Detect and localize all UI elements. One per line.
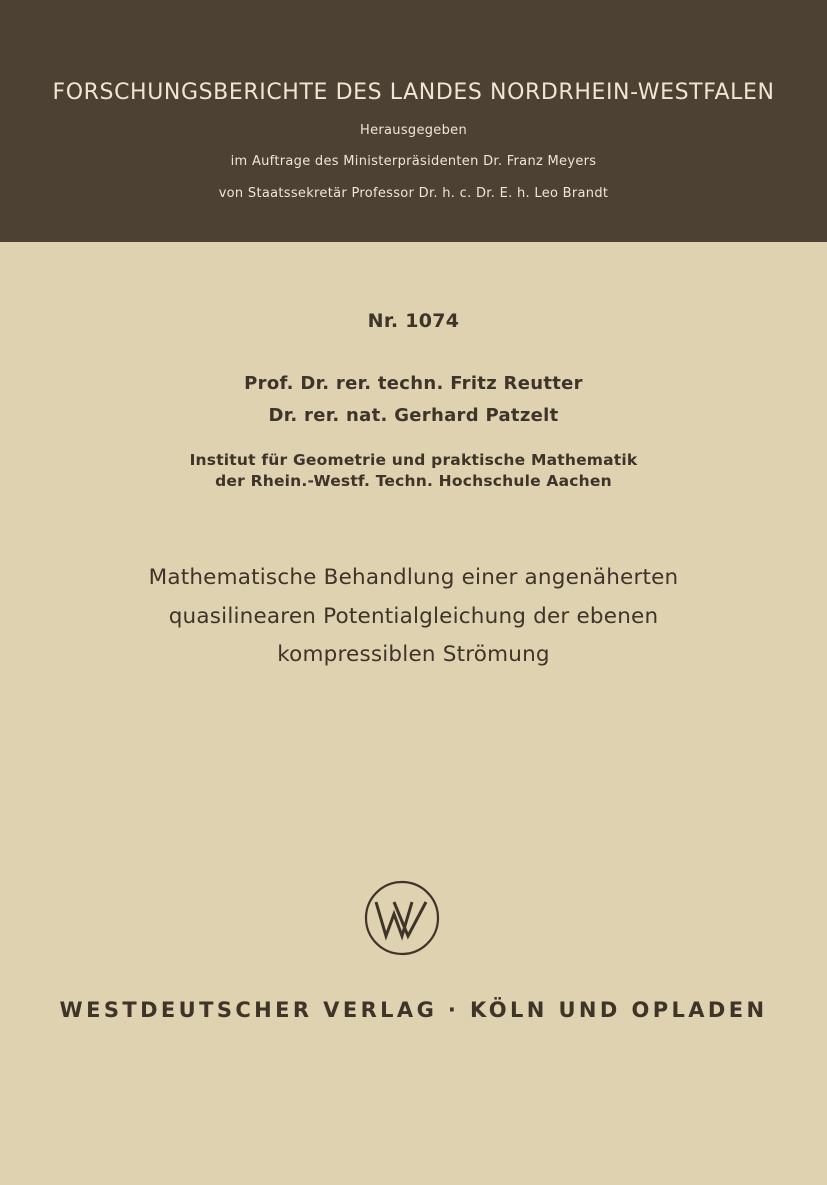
header-band [0,0,827,242]
title-line-1: Mathematische Behandlung einer angenäherten [148,565,679,590]
report-number: Nr. 1074 [367,310,460,332]
author-2: Dr. rer. nat. Gerhard Patzelt [268,405,559,426]
title-line-2: quasilinearen Potentialgleichung der ebenen [168,604,659,629]
publisher-monogram-logo [364,880,440,956]
editor-line-1: Herausgegeben [360,123,467,138]
institute-line-2: der Rhein.-Westf. Techn. Hochschule Aachen [215,472,612,490]
series-title: FORSCHUNGSBERICHTE DES LANDES NORDRHEIN-WESTFALEN [52,80,775,105]
publisher-line: WESTDEUTSCHER VERLAG · KÖLN UND OPLADEN [59,998,768,1022]
title-line-3: kompressiblen Strömung [277,642,550,667]
editor-line-2: im Auftrage des Ministerpräsidenten Dr. Franz Meyers [230,154,597,169]
institute-line-1: Institut für Geometrie und praktische Mathematik [189,451,638,469]
author-1: Prof. Dr. rer. techn. Fritz Reutter [244,373,583,394]
editor-line-3: von Staatssekretär Professor Dr. h. c. Dr. E. h. Leo Brandt [218,186,609,201]
